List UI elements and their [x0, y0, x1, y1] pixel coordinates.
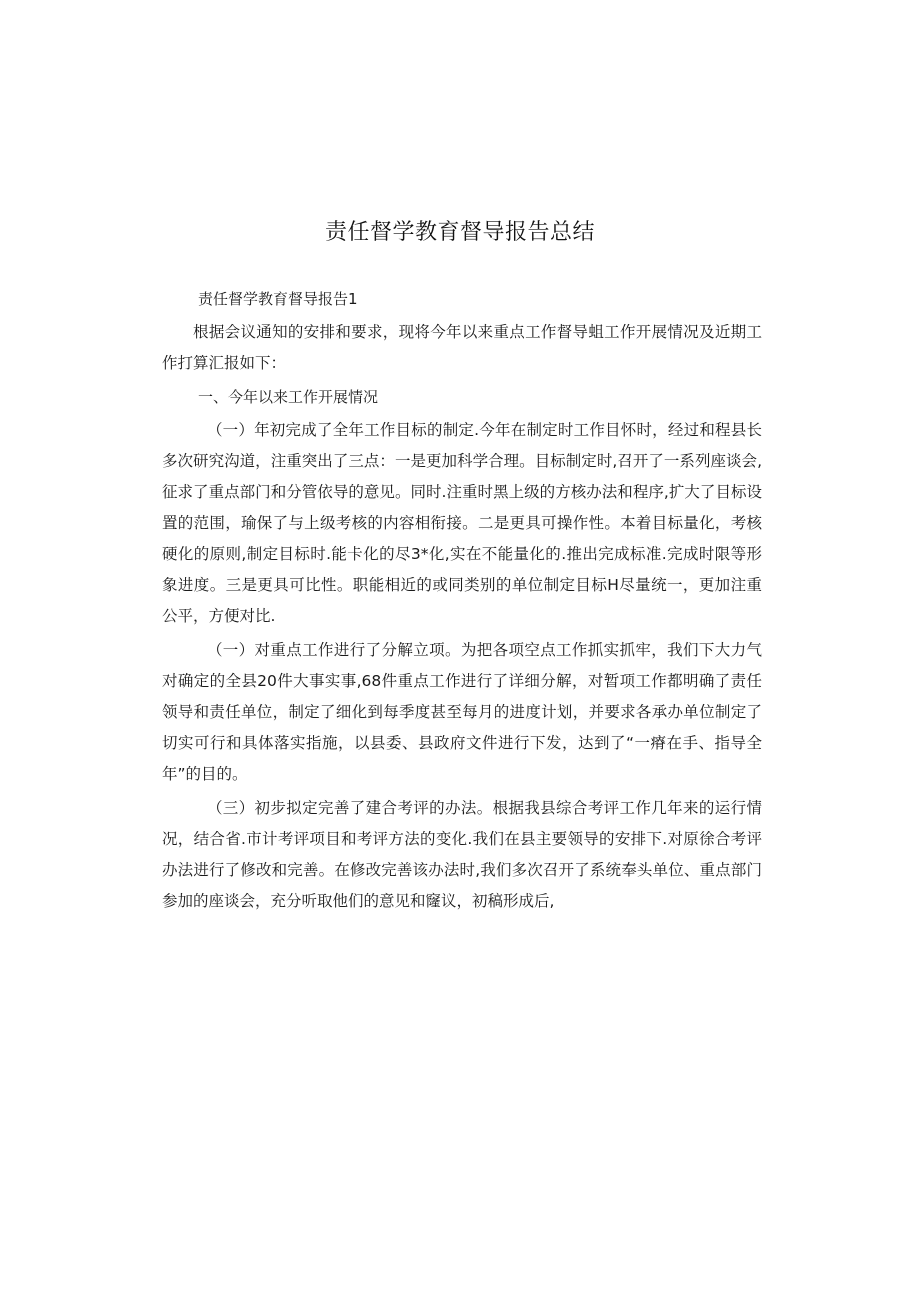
body-paragraph-2: （一）对重点工作进行了分解立项。为把各项空点工作抓实抓牢，我们下大力气对确定的全县20件大事实事,68件重点工作进行了详细分解，对暂项工作都明确了责任领导和责任单位，制定了细化到每季度甚至每月的进度计划，并要求各承办单位制定了切实可行和具体落实指施，以县委、县政府文件进行下发，达到了“一瘠在手、指导全年”的目的。	[162, 641, 762, 783]
intro-paragraph: 根据会议通知的安排和要求，现将今年以来重点工作督导蛆工作开展情况及近期工作打算汇报如下：	[162, 323, 762, 372]
section-heading: 一、今年以来工作开展情况	[198, 388, 379, 406]
document-title: 责任督学教育督导报告总结	[324, 220, 595, 245]
report-subtitle: 责任督学教育督导报告1	[198, 290, 358, 308]
body-paragraph-1: （一）年初完成了全年工作目标的制定.今年在制定时工作目怀时，经过和程县长多次研究沟道，注重突出了三点：一是更加科学合理。目标制定时,召开了一系列座谈会,征求了重点部门和分管依导的意见。同时.注重时黑上级的方核办法和程序,扩大了目标设置的范围，瑜保了与上级考核的内容相衔接。二是更具可操作性。本着目标量化，考核硬化的原则,制定目标时.能卡化的尽3*化,实在不能量化的.推出完成标准.完成时限等形象进度。三是更具可比性。职能相近的或同类别的单位制定目标H尽量统一，更加注重公平，方便对比.	[162, 421, 762, 625]
document-body	[162, 284, 762, 917]
body-paragraph-3: （三）初步拟定完善了建合考评的办法。根据我县综合考评工作几年来的运行情况，结合省.市计考评项目和考评方法的变化.我们在县主要领导的安排下.对原徐合考评办法进行了修改和完善。在修改完善该办法时,我们多次召开了系统奉头单位、重点部门参加的座谈会，充分听取他们的意见和窿议，初稿形成后,	[162, 799, 762, 910]
